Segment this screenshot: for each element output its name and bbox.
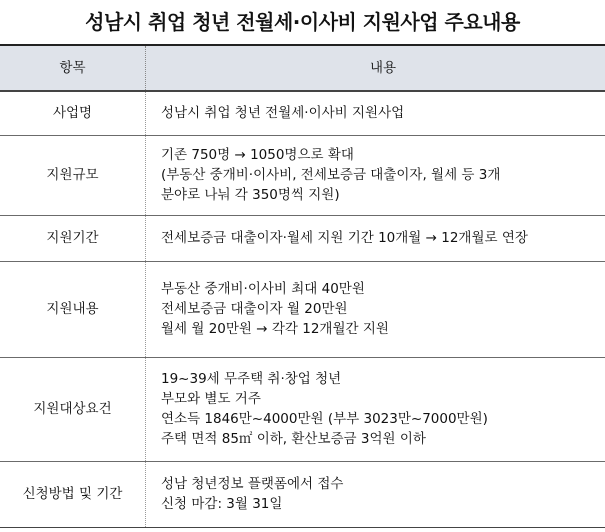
header-content: 내용 — [146, 45, 605, 91]
content-line: 연소득 1846만~4000만원 (부부 3023만~7000만원) — [161, 411, 488, 427]
content-line: 성남 청년정보 플랫폼에서 접수 — [161, 476, 344, 492]
content-line: 부동산 중개비·이사비 최대 40만원 — [161, 281, 365, 297]
row-item: 지원내용 — [0, 261, 146, 357]
header-item: 항목 — [0, 45, 146, 91]
table-row — [0, 357, 605, 461]
content-line: 전세보증금 대출이자 월 20만원 — [161, 301, 348, 317]
row-item: 신청방법 및 기간 — [0, 461, 146, 527]
content-line: 주택 면적 85㎡ 이하, 환산보증금 3억원 이하 — [161, 431, 426, 447]
row-item: 지원대상요건 — [0, 357, 146, 461]
row-content — [146, 357, 605, 461]
row-content — [146, 91, 605, 135]
content-line: (부동산 중개비·이사비, 전세보증금 대출이자, 월세 등 3개 — [161, 167, 501, 183]
content-line: 전세보증금 대출이자·월세 지원 기간 10개월 → 12개월로 연장 — [161, 230, 528, 246]
row-content — [146, 461, 605, 527]
table-row — [0, 135, 605, 215]
row-item: 지원규모 — [0, 135, 146, 215]
table-row — [0, 91, 605, 135]
content-line: 부모와 별도 거주 — [161, 391, 261, 407]
content-line: 기존 750명 → 1050명으로 확대 — [161, 147, 354, 163]
row-content — [146, 261, 605, 357]
document-title: 성남시 취업 청년 전월세·이사비 지원사업 주요내용 — [85, 9, 520, 34]
table-row — [0, 461, 605, 527]
row-content — [146, 215, 605, 261]
content-line: 월세 월 20만원 → 각각 12개월간 지원 — [161, 321, 389, 337]
row-content — [146, 135, 605, 215]
table-row — [0, 215, 605, 261]
content-line: 19~39세 무주택 취·창업 청년 — [161, 371, 342, 387]
row-item: 사업명 — [0, 91, 146, 135]
summary-table — [0, 44, 605, 528]
row-item: 지원기간 — [0, 215, 146, 261]
table-row — [0, 261, 605, 357]
content-line: 신청 마감: 3월 31일 — [161, 496, 283, 512]
table-header-row — [0, 45, 605, 91]
content-line: 성남시 취업 청년 전월세·이사비 지원사업 — [161, 105, 405, 122]
content-line: 분야로 나눠 각 350명씩 지원) — [161, 187, 340, 203]
